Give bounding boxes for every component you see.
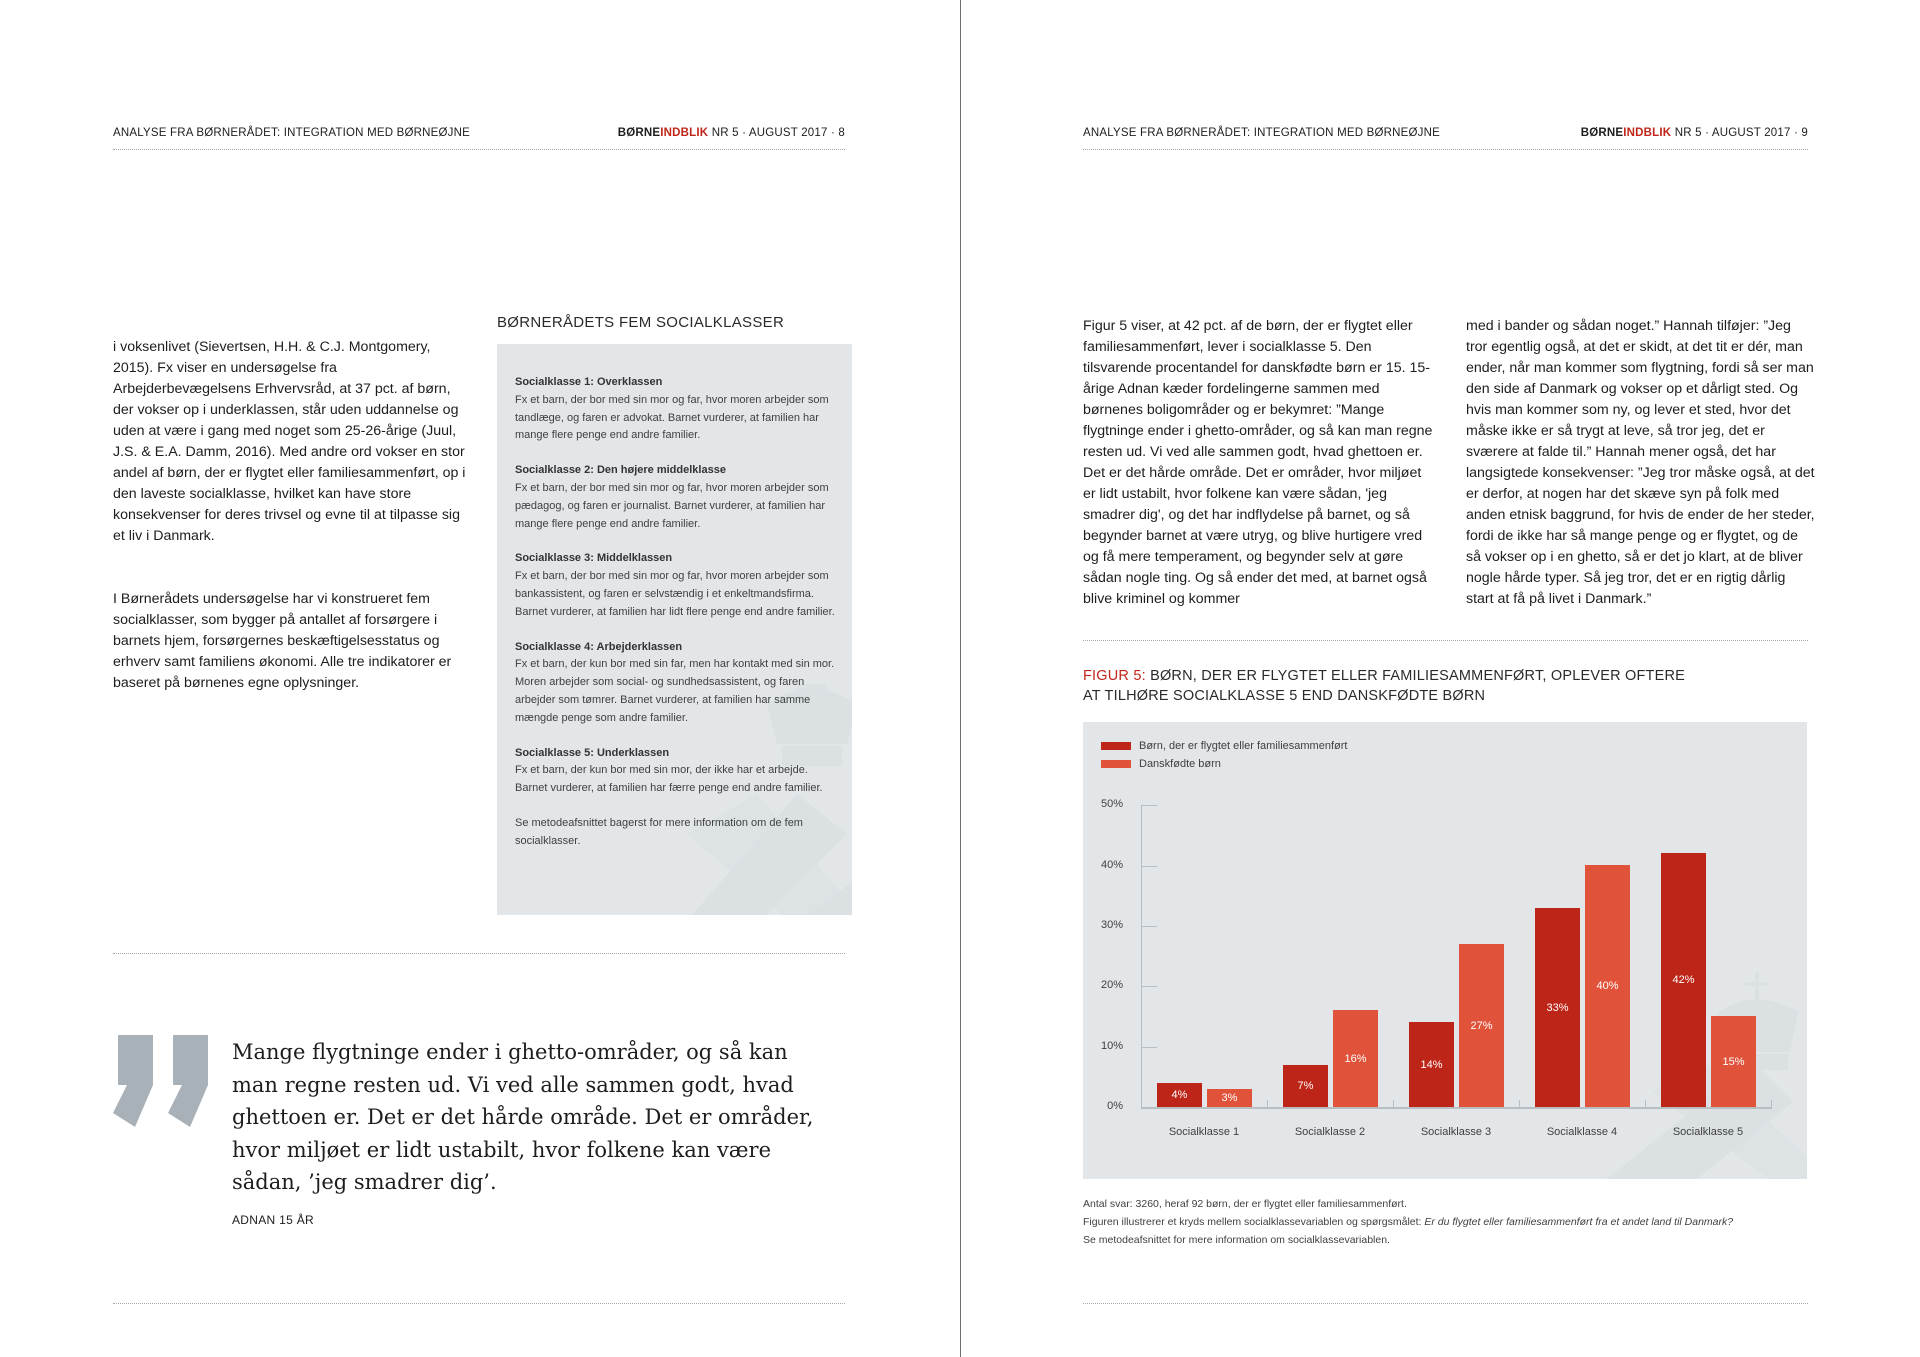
x-tick (1771, 1100, 1772, 1108)
x-tick (1393, 1100, 1394, 1108)
entry-text: Fx et barn, der bor med sin mor og far, hvor moren arbejder som tandlæge, og faren er advokat. Barnet vurderer, at familien har mange flere penge end andre familier. (515, 393, 829, 442)
header-rule (1083, 149, 1808, 150)
bar-chart (1083, 722, 1807, 1179)
right-issue-label (1520, 127, 1808, 139)
brand-highlight: INDBLIK (660, 127, 709, 139)
bar-refugee-socialklasse-3: 14% (1409, 1022, 1454, 1107)
left-issue-label (560, 127, 845, 139)
socialklasse-entry (515, 550, 840, 621)
page-divider (960, 0, 961, 1357)
bar-danish-socialklasse-3: 27% (1459, 944, 1504, 1107)
bar-refugee-socialklasse-4: 33% (1535, 908, 1580, 1107)
brand-prefix: BØRNE (1580, 127, 1624, 139)
entry-text: Fx et barn, der kun bor med sin mor, der ikke har et arbejde. Barnet vurderer, at familien har færre penge end andre familier. (515, 764, 823, 795)
bar-danish-socialklasse-2: 16% (1333, 1010, 1378, 1107)
entry-title: Socialklasse 3: Middelklassen (515, 552, 673, 565)
figure-title (1083, 667, 1808, 706)
y-tick-label: 20% (1100, 979, 1123, 991)
legend-label: Børn, der er flygtet eller familiesammenført (1139, 740, 1348, 752)
socialklasse-entry (515, 745, 840, 798)
bar-danish-socialklasse-1: 3% (1207, 1089, 1252, 1107)
y-tick (1141, 986, 1157, 987)
y-tick-label: 30% (1100, 919, 1123, 931)
sidebar-box-title: BØRNERÅDETS FEM SOCIALKLASSER (497, 314, 785, 331)
socialklasse-entry (515, 374, 840, 445)
socialklasse-entry (515, 462, 840, 533)
entry-text: Fx et barn, der bor med sin mor og far, hvor moren arbejder som pædagog, og faren er journalist. Barnet vurderer, at familien har mange flere penge end andre familier. (515, 481, 829, 530)
quote-top-rule (113, 953, 845, 954)
footnote-question-text: Er du flygtet eller familiesammenført fra et andet land til Danmark? (1424, 1216, 1734, 1228)
figure-label: FIGUR 5: (1083, 668, 1146, 684)
legend-swatch-light (1101, 760, 1131, 768)
right-body-col1: Figur 5 viser, at 42 pct. af de børn, der er flygtet eller familiesammenført, lever i socialklasse 5. Den tilsvarende procentandel for danskfødte børn er 15. 15-årige Adnan kæder fordelingerne sammen med børnenes boligområder og er bekymret: ”Mange flygtninge ender i ghetto-områder, og så kan man regne resten ud. Vi ved alle sammen godt, hvad ghettoen er. Det er det hårde område. Det er områder, hvor miljøet er lidt ustabilt, hvor folkene kan være sådan, 'jeg smadrer dig', og det har indflydelse på barnet, og så begynder barnet at være utryg, og blive hurtigere vred og få mere temperament, og begynder selv at gøre sådan nogle ting. Og så ender det med, at barnet også blive kriminel og kommer (1083, 318, 1433, 607)
legend-item-danishborn (1101, 757, 1221, 771)
header-rule (113, 149, 845, 150)
y-tick (1141, 926, 1157, 927)
left-body-text (113, 316, 471, 715)
right-bottom-rule (1083, 1303, 1808, 1304)
entry-title: Socialklasse 4: Arbejderklassen (515, 640, 683, 653)
figure-footnote (1083, 1195, 1783, 1249)
y-tick (1141, 1047, 1157, 1048)
y-tick-label: 40% (1100, 859, 1123, 871)
footnote-sample-size: Antal svar: 3260, heraf 92 børn, der er flygtet eller familiesammenført. (1083, 1198, 1407, 1210)
socialklasse-entry (515, 639, 840, 728)
quote-mark-icon (113, 1035, 211, 1127)
right-body-col2: med i bander og sådan noget.” Hannah tilføjer: ”Jeg tror egentlig også, at det er skidt, at det tit er dér, man ender, når man kommer som flygtning, fordi så ser man den side af Danmark og vokser op et dårligt sted. Og hvis man kommer som ny, og lever et sted, hvor det måske ikke er så trygt at leve, så tror jeg, det er sværere at falde til.” Hannah mener også, det har langsigtede konsekvenser: ”Jeg tror måske også, at det er derfor, at nogen har det skæve syn på folk med anden etnisk baggrund, for hvis de ender de her steder, fordi de ikke har så mange penge og er flygtet, og de så vokser op i en ghetto, så er det jo klart, at de bliver nogle hårde typer. Så jeg tror, det er en rigtig dårlig start at få på livet i Danmark.” (1466, 318, 1815, 607)
figure-top-rule (1083, 640, 1808, 641)
footnote-reference: Se metodeafsnittet for mere information om socialklassevariablen. (1083, 1234, 1390, 1246)
x-category-label: Socialklasse 3 (1420, 1126, 1492, 1138)
legend-swatch-dark (1101, 742, 1131, 750)
y-tick-label: 0% (1107, 1100, 1123, 1112)
bar-danish-socialklasse-4: 40% (1585, 865, 1630, 1107)
entry-title: Socialklasse 5: Underklassen (515, 746, 670, 759)
x-category-label: Socialklasse 1 (1168, 1126, 1240, 1138)
entry-text: Fx et barn, der bor med sin mor og far, hvor moren arbejder som bankassistent, og faren er selvstændig i et enkeltmandsfirma. Barnet vurderer, at familien har lidt flere penge end andre familier. (515, 570, 835, 618)
y-axis (1141, 805, 1142, 1108)
figure-title-line2: AT TILHØRE SOCIALKLASSE 5 END DANSKFØDTE BØRN (1083, 687, 1486, 704)
x-category-label: Socialklasse 2 (1294, 1126, 1366, 1138)
bar-refugee-socialklasse-1: 4% (1157, 1083, 1202, 1107)
body-paragraph: i voksenlivet (Sievertsen, H.H. & C.J. Montgomery, 2015). Fx viser en undersøgelse fra Arbejderbevægelsens Erhvervsråd, at 37 pct. af børn, der vokser op i underklassen, står uden uddannelse og uden at være i gang med noget som 25-26-årige (Juul, J.S. & E.A. Damm, 2016). Med andre ord vokser en stor andel af børn, der er flygtet eller familiesammenført, op i den laveste socialklasse, hvilket kan have store konsekvenser for deres trivsel og evne til at tilpasse sig et liv i Danmark. (113, 339, 466, 544)
x-tick (1267, 1100, 1268, 1108)
bar-danish-socialklasse-5: 15% (1711, 1016, 1756, 1107)
y-tick (1141, 805, 1157, 806)
x-tick (1519, 1100, 1520, 1108)
entry-text: Fx et barn, der kun bor med sin far, men har kontakt med sin mor. Moren arbejder som social- og sundhedsassistent, og faren arbejder som tømrer. Barnet vurderer, at familien har samme mængde penge som andre familier. (515, 658, 835, 724)
footnote-method-text: Figuren illustrerer et kryds mellem socialklassevariablen og spørgsmålet: (1083, 1216, 1425, 1228)
bar-refugee-socialklasse-2: 7% (1283, 1065, 1328, 1107)
brand-highlight: INDBLIK (1623, 127, 1672, 139)
figure-title-line1: BØRN, DER ER FLYGTET ELLER FAMILIESAMMENFØRT, OPLEVER OFTERE (1145, 668, 1685, 684)
footnote-method (1083, 1213, 1783, 1231)
x-axis (1141, 1107, 1772, 1109)
y-tick-label: 10% (1100, 1040, 1123, 1052)
issue-text: NR 5 · AUGUST 2017 · 8 (708, 127, 845, 139)
y-tick-label: 50% (1100, 798, 1123, 810)
x-category-label: Socialklasse 5 (1672, 1126, 1744, 1138)
left-bottom-rule (113, 1303, 845, 1304)
legend-label: Danskfødte børn (1139, 758, 1221, 770)
entry-title: Socialklasse 2: Den højere middelklasse (515, 464, 726, 477)
pull-quote-attribution: ADNAN 15 ÅR (232, 1213, 314, 1227)
bar-refugee-socialklasse-5: 42% (1661, 853, 1706, 1107)
x-tick (1645, 1100, 1646, 1108)
brand-prefix: BØRNE (617, 127, 661, 139)
right-running-header: ANALYSE FRA BØRNERÅDET: INTEGRATION MED BØRNEØJNE (1083, 127, 1440, 139)
socialklasser-list (515, 374, 840, 851)
body-paragraph: I Børnerådets undersøgelse har vi konstrueret fem socialklasser, som bygger på antallet af forsørgere i barnets hjem, forsørgernes beskæftigelsesstatus og erhverv samt familiens økonomi. Alle tre indikatorer er baseret på børnenes egne oplysninger. (113, 591, 452, 691)
entry-title: Socialklasse 1: Overklassen (515, 376, 663, 388)
socialklasser-box (497, 344, 852, 915)
legend-item-refugee (1101, 739, 1347, 753)
pull-quote-text: Mange flygtninge ender i ghetto-områder, og så kan man regne resten ud. Vi ved alle sammen godt, hvad ghettoen er. Det er det hårde område. Det er områder, hvor miljøet er lidt ustabilt, hvor folkene kan være sådan, ’jeg smadrer dig’. (232, 1040, 814, 1194)
y-tick (1141, 866, 1157, 867)
sidebar-box-note: Se metodeafsnittet bagerst for mere information om de fem socialklasser. (515, 816, 803, 847)
issue-text: NR 5 · AUGUST 2017 · 9 (1671, 127, 1808, 139)
x-category-label: Socialklasse 4 (1546, 1126, 1618, 1138)
left-running-header: ANALYSE FRA BØRNERÅDET: INTEGRATION MED BØRNEØJNE (113, 127, 470, 139)
